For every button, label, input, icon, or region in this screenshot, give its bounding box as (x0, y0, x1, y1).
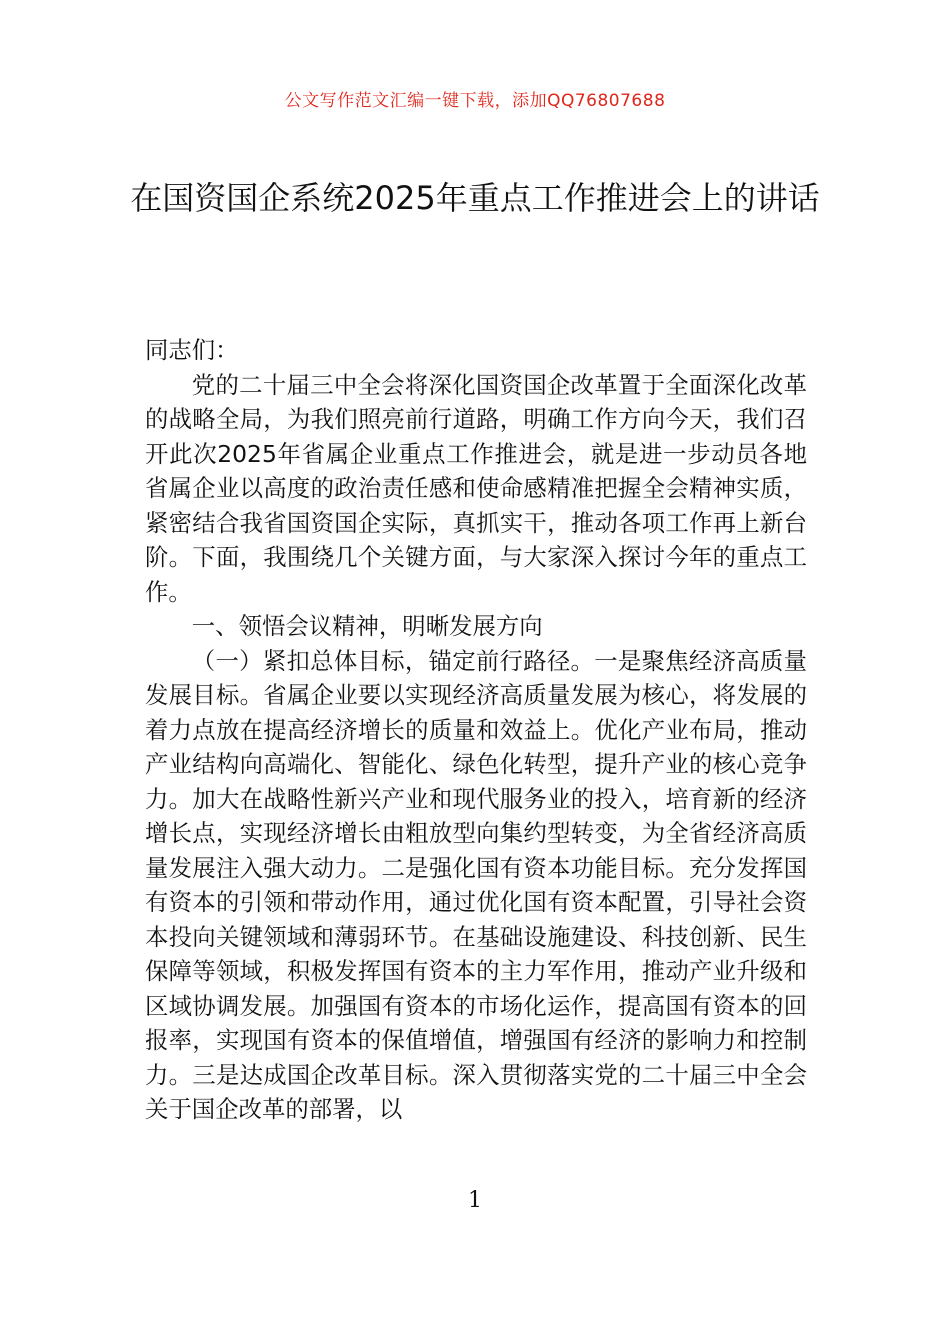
header-download-note: 公文写作范文汇编一键下载，添加QQ76807688 (284, 91, 666, 111)
document-title: 在国资国企系统2025年重点工作推进会上的讲话 (130, 179, 820, 217)
page-number: 1 (468, 1188, 482, 1213)
document-body (145, 333, 807, 1127)
salutation: 同志们： (145, 336, 239, 364)
section-heading: 一、领悟会议精神，明晰发展方向 (191, 612, 543, 640)
intro-paragraph: 党的二十届三中全会将深化国资国企改革置于全面深化改革的战略全局，为我们照亮前行道路，明确工作方向今天，我们召开此次2025年省属企业重点工作推进会，就是进一步动员各地省属企业以高度的政治责任感和使命感精准把握全会精神实质，紧密结合我省国资国企实际，真抓实干，推动各项工作再上新台阶。下面，我围绕几个关键方面，与大家深入探讨今年的重点工作。 (145, 370, 807, 606)
section-paragraph: （一）紧扣总体目标，锚定前行路径。一是聚焦经济高质量发展目标。省属企业要以实现经济高质量发展为核心，将发展的着力点放在提高经济增长的质量和效益上。优化产业布局，推动产业结构向高端化、智能化、绿色化转型，提升产业的核心竞争力。加大在战略性新兴产业和现代服务业的投入，培育新的经济增长点，实现经济增长由粗放型向集约型转变，为全省经济高质量发展注入强大动力。二是强化国有资本功能目标。充分发挥国有资本的引领和带动作用，通过优化国有资本配置，引导社会资本投向关键领域和薄弱环节。在基础设施建设、科技创新、民生保障等领域，积极发挥国有资本的主力军作用，推动产业升级和区域协调发展。加强国有资本的市场化运作，提高国有资本的回报率，实现国有资本的保值增值，增强国有经济的影响力和控制力。三是达成国企改革目标。深入贯彻落实党的二十届三中全会关于国企改革的部署，以 (145, 646, 807, 1123)
